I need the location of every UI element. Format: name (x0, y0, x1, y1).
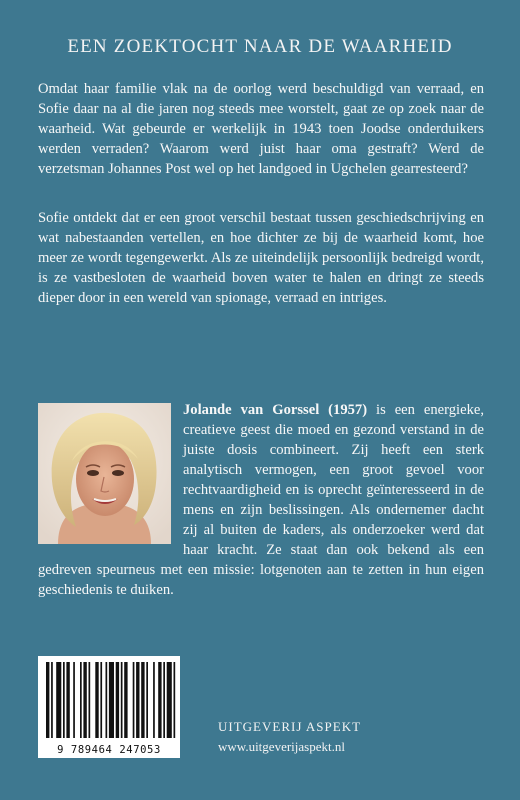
barcode-bar (153, 662, 155, 738)
barcode-bar (106, 662, 108, 738)
barcode-bar (83, 662, 86, 738)
barcode-bar (46, 662, 49, 738)
isbn-barcode (38, 656, 180, 758)
barcode-bar (100, 662, 102, 738)
publisher-name: UITGEVERIJ ASPEKT (218, 719, 362, 734)
barcode-bar (56, 662, 61, 738)
barcode-bar (141, 662, 144, 738)
barcode-bar (174, 662, 176, 738)
author-name: Jolande van Gorssel (1957) (183, 402, 368, 418)
barcode-bar (73, 662, 75, 738)
isbn-number: 9 789464 247053 (57, 744, 161, 756)
barcode-bar (51, 662, 53, 738)
publisher-website[interactable]: www.uitgeverijaspekt.nl (218, 739, 345, 754)
barcode-bar (167, 662, 172, 738)
author-portrait-image (38, 403, 171, 544)
barcode-bar (80, 662, 82, 738)
blurb-paragraph-1: Omdat haar familie vlak na de oorlog werd beschuldigd van verraad, en Sofie daar na al die jaren nog steeds mee worstelt, gaat ze op zoek naar de waarheid. Wat gebeurde er werkelijk in 1943 toen Joodse onderduikers werden verraden? Waarom werd juist haar oma gestraft? Werd de verzetsman Johannes Post wel op het landgoed in Ugchelen gearresteerd? (38, 81, 484, 177)
barcode-bars (38, 656, 180, 742)
author-portrait (38, 403, 171, 544)
barcode-bar (109, 662, 114, 738)
barcode-bar (116, 662, 119, 738)
barcode-bar (136, 662, 139, 738)
barcode-bar (89, 662, 91, 738)
cover-title: EEN ZOEKTOCHT NAAR DE WAARHEID (67, 36, 453, 57)
author-bio (38, 400, 484, 600)
barcode-bar (66, 662, 69, 738)
barcode-bar (146, 662, 148, 738)
blurb-paragraph-2: Sofie ontdekt dat er een groot verschil bestaat tussen geschiedschrijving en wat nabestaanden vertellen, en hoe dichter ze bij de waarheid komt, hoe meer ze wordt tegengewerkt. Als ze uiteindelijk persoonlijk bedreigd wordt, is ze vastbesloten de waarheid boven water te halen en dringt ze steeds dieper door in een wereld van spionage, verraad en intriges. (38, 210, 484, 306)
barcode-bar (158, 662, 161, 738)
barcode-bar (124, 662, 127, 738)
barcode-bar (133, 662, 135, 738)
barcode-bar (121, 662, 123, 738)
barcode-bar (163, 662, 165, 738)
barcode-bar (63, 662, 65, 738)
author-bio-text: is een energieke, creatieve geest die moed en gezond verstand in de juiste dosis combineert. Zij heeft een sterk analytisch vermogen, een groot gevoel voor rechtvaardigheid en is oprecht geïnteresseerd in de mens en zijn beslissingen. Als ondernemer dacht zij al buiten de kaders, als onderzoeker werd dat haar kracht. Ze staat dan ook bekend als een gedreven speurneus met een missie: lotgenoten aan te zetten in hun eigen geschiedenis te duiken. (38, 402, 484, 598)
barcode-bar (95, 662, 98, 738)
